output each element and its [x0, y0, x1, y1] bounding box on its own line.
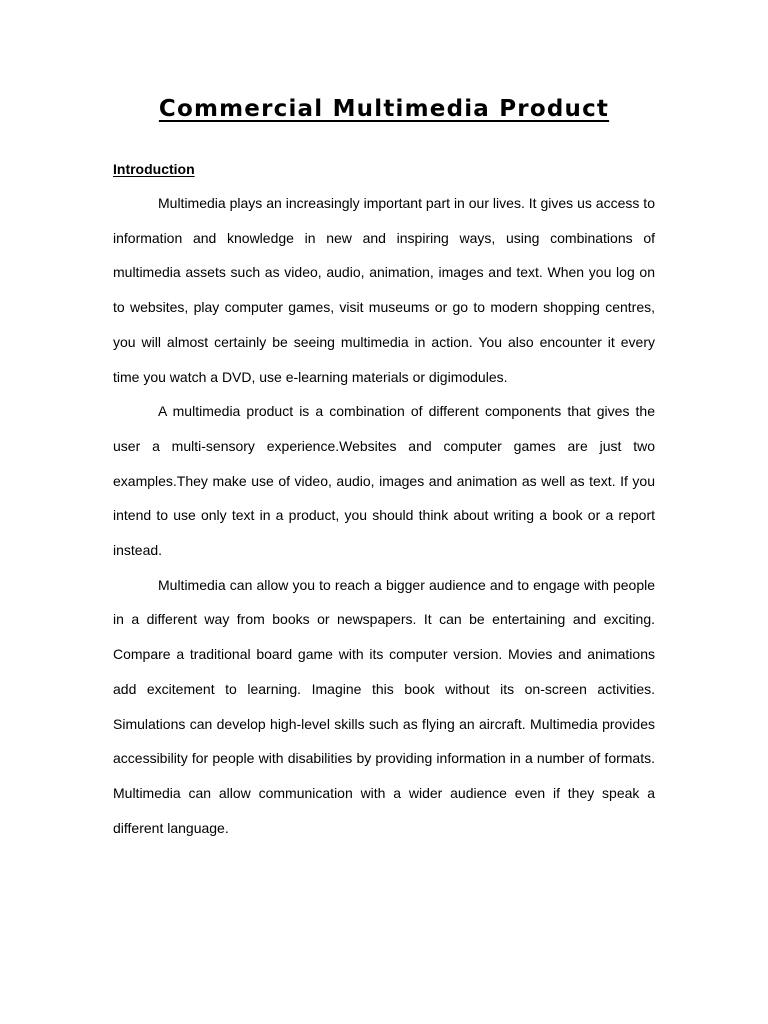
paragraph: Multimedia plays an increasingly important part in our lives. It gives us access to information and knowledge in new and inspiring ways, using combinations of multimedia assets such as video, audio, animation, images and text. When you log on to websites, play computer games, visit museums or go to modern shopping centres, you will almost certainly be seeing multimedia in action. You also encounter it every time you watch a DVD, use e-learning materials or digimodules.: [113, 195, 655, 385]
document-body: [113, 186, 655, 845]
paragraph: A multimedia product is a combination of different components that gives the user a multi-sensory experience.Websites and computer games are just two examples.They make use of video, audio, images and animation as well as text. If you intend to use only text in a product, you should think about writing a book or a report instead.: [113, 403, 655, 559]
page-title: Commercial Multimedia Product: [158, 96, 610, 122]
section-heading-introduction: Introduction: [113, 161, 195, 177]
paragraph: Multimedia can allow you to reach a bigger audience and to engage with people in a different way from books or newspapers. It can be entertaining and exciting. Compare a traditional board game with its computer version. Movies and animations add excitement to learning. Imagine this book without its on-screen activities. Simulations can develop high-level skills such as flying an aircraft. Multimedia provides accessibility for people with disabilities by providing information in a number of formats. Multimedia can allow communication with a wider audience even if they speak a different language.: [113, 576, 655, 836]
